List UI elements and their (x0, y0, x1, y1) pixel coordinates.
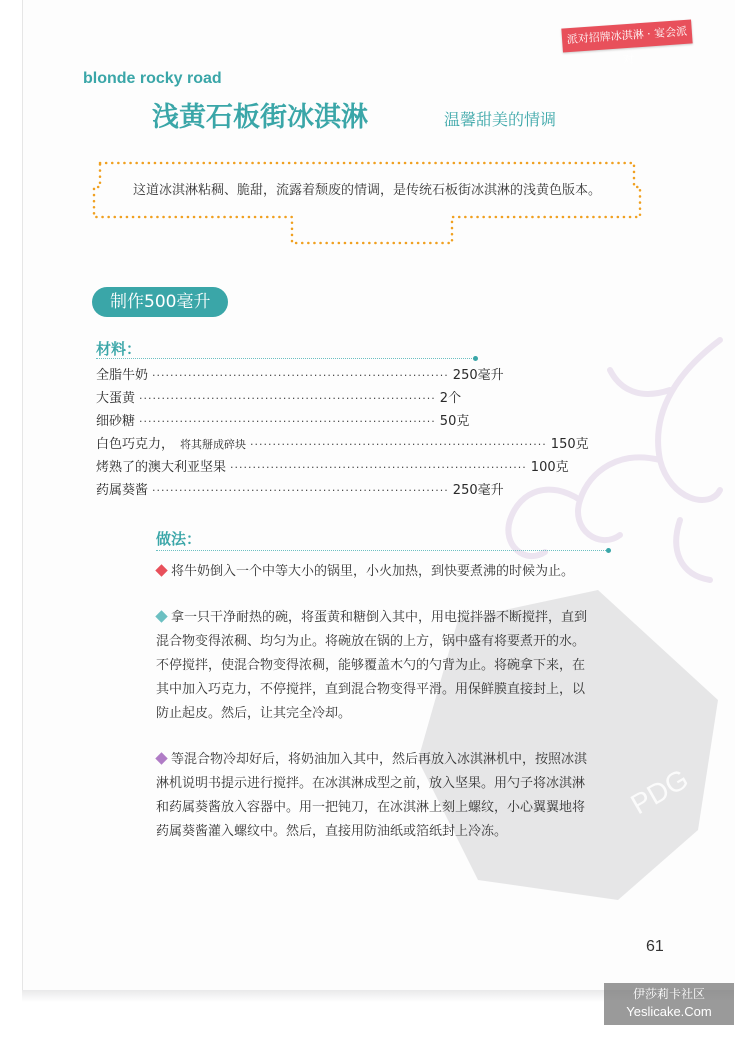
ingredient-note: 将其掰成碎块 (180, 438, 247, 451)
leader-dots: ·································································· (139, 392, 436, 405)
ingredient-name: 全脂牛奶 (96, 368, 149, 383)
ingredient-quantity: 250毫升 (452, 368, 504, 383)
title-english: blonde rocky road (83, 70, 222, 87)
ingredient-quantity: 150克 (550, 437, 589, 452)
method-heading: 做法： (156, 530, 202, 548)
ingredients-list (96, 364, 589, 502)
step-text: 拿一只干净耐热的碗，将蛋黄和糖倒入其中，用电搅拌器不断搅拌，直到混合物变得浓稠、均匀为止。将碗放在锅的上方，锅中盛有将要煮开的水。不停搅拌，使混合物变得浓稠，能够覆盖木勺的勺背为止。将碗拿下来，在其中加入巧克力，不停搅拌，直到混合物变得平滑。用保鲜膜直接封上，以防止起皮。然后，让其完全冷却。 (156, 610, 588, 721)
step-2 (156, 606, 596, 726)
leader-dots: ·································································· (250, 438, 547, 451)
list-item (96, 433, 589, 456)
method-steps (156, 560, 596, 866)
list-item (96, 479, 504, 502)
site-watermark-url: Yeslicake.Com (626, 1004, 712, 1019)
diamond-icon (155, 610, 167, 622)
list-item (96, 410, 470, 433)
ingredient-name: 大蛋黄 (96, 391, 136, 406)
rule-end-dot (606, 548, 611, 553)
ingredient-name: 细砂糖 (96, 414, 136, 429)
ingredients-heading: 材料： (96, 340, 142, 358)
page-number: 61 (646, 938, 664, 955)
diamond-icon (155, 564, 167, 576)
rule-end-dot (473, 356, 478, 361)
ingredient-name: 药属葵酱 (96, 483, 149, 498)
page-subtitle: 温馨甜美的情调 (444, 110, 557, 129)
ingredient-quantity: 50克 (439, 414, 470, 429)
section-tag: 派对招牌冰淇淋 · 宴会派对 (561, 19, 692, 52)
leader-dots: ·································································· (152, 369, 449, 382)
intro-text: 这道冰淇淋粘稠、脆甜，流露着颓废的情调，是传统石板街冰淇淋的浅黄色版本。 (132, 183, 601, 198)
ingredient-name: 白色巧克力， (96, 437, 175, 452)
method-rule (156, 550, 608, 551)
step-3 (156, 748, 596, 844)
leader-dots: ·································································· (230, 461, 527, 474)
ingredient-quantity: 250毫升 (452, 483, 504, 498)
ingredients-rule (96, 358, 476, 359)
site-watermark (604, 983, 734, 1025)
ingredient-name: 烤熟了的澳大利亚坚果 (96, 460, 227, 475)
list-item (96, 387, 462, 410)
ingredient-quantity: 2个 (439, 391, 462, 406)
leader-dots: ·································································· (152, 484, 449, 497)
site-watermark-name: 伊莎莉卡社区 (632, 987, 705, 1001)
diamond-icon (155, 752, 167, 764)
list-item (96, 364, 504, 387)
watermark-text: PDG (625, 763, 694, 821)
ingredient-quantity: 100克 (530, 460, 569, 475)
list-item (96, 456, 569, 479)
page-title: 浅黄石板街冰淇淋 (152, 102, 368, 133)
step-1 (156, 560, 596, 584)
step-text: 将牛奶倒入一个中等大小的锅里，小火加热，到快要煮沸的时候为止。 (171, 564, 575, 579)
yield-badge: 制作500毫升 (92, 287, 228, 317)
step-text: 等混合物冷却好后，将奶油加入其中，然后再放入冰淇淋机中，按照冰淇淋机说明书提示进行搅拌。在冰淇淋成型之前，放入坚果。用勺子将冰淇淋和药属葵酱放入容器中。用一把钝刀，在冰淇淋上刻上螺纹，小心翼翼地将药属葵酱灌入螺纹中。然后，直接用防油纸或箔纸封上冷冻。 (156, 752, 588, 839)
intro-box (92, 157, 642, 245)
leader-dots: ·································································· (139, 415, 436, 428)
